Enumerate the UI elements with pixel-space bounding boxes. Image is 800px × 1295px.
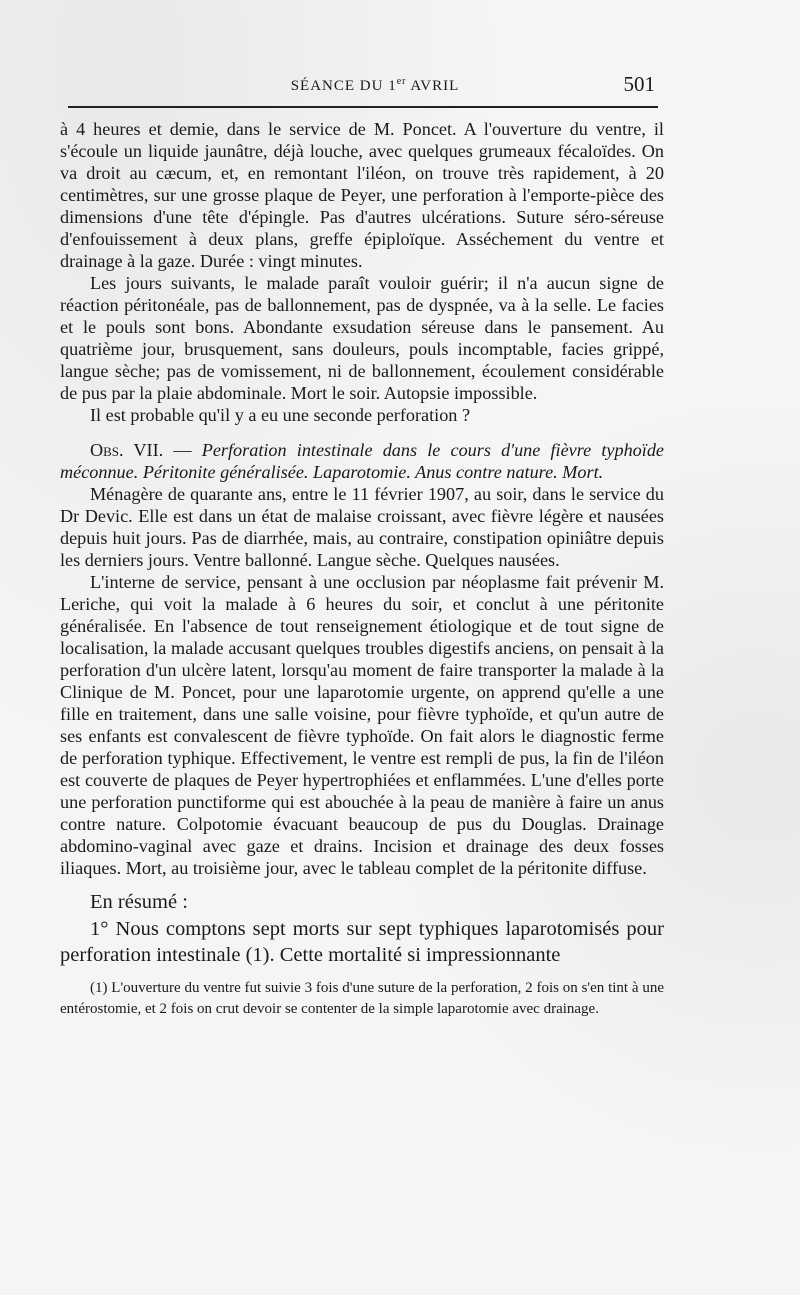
summary-text: 1° Nous comptons sept morts sur sept typhiques laparotomisés pour perforation intestinale (1). Cette mortalité si impressionnante — [60, 918, 664, 966]
observation-title: Perforation intestinale dans le cours d'une fièvre typhoïde méconnue. Péritonite généralisée. Laparotomie. Anus contre nature. Mort. — [60, 440, 664, 482]
paragraph-second-perforation: Il est probable qu'il y a eu une seconde perforation ? — [90, 405, 471, 425]
footnote — [60, 978, 664, 1020]
observation-dash: — — [163, 440, 202, 460]
paragraph-following-days: Les jours suivants, le malade paraît vouloir guérir; il n'a aucun signe de réaction péritonéale, pas de ballonnement, pas de dyspnée, va à la selle. Le facies et le pouls sont bons. Abondante exsudation séreuse dans le pansement. Au quatrième jour, brusquement, sans douleurs, pouls incomptable, facies grippé, langue sèche; pas de vomissement, ni de ballonnement, écoulement considérable de pus par la plaie abdominale. Mort le soir. Autopsie impossible. — [60, 273, 664, 403]
page-number: 501 — [623, 72, 655, 96]
summary-heading: En résumé : — [90, 891, 188, 913]
header-title-post: AVRIL — [406, 78, 460, 94]
header-title-pre: SÉANCE DU 1 — [290, 78, 397, 94]
header-title — [95, 76, 655, 95]
observation-paragraph-diagnosis: L'interne de service, pensant à une occlusion par néoplasme fait prévenir M. Leriche, qui voit la malade à 6 heures du soir, et conclut à une péritonite généralisée. En l'absence de tout renseignement étiologique et de tout signe de localisation, la malade accusant quelques troubles digestifs anciens, on pensait à la perforation d'un ulcère latent, lorsqu'au moment de faire transporter la malade à la Clinique de M. Poncet, pour une laparotomie urgente, on apprend qu'elle a une fille en traitement, dans une salle voisine, pour fièvre typhoïde, et qu'un autre de ses enfants est convalescent de fièvre typhoïde. On fait alors le diagnostic ferme de perforation typhique. Effectivement, le ventre est rempli de pus, la fin de l'iléon est couverte de plaques de Peyer hypertrophiées et enflammées. L'une d'elles porte une perforation punctiforme qui est abouchée à la peau de manière à faire un anus contre nature. Colpotomie évacuant beaucoup de pus du Douglas. Drainage abdomino-vaginal avec gaze et drains. Incision et drainage des deux fosses iliaques. Mort, au troisième jour, avec le tableau complet de la péritonite diffuse. — [60, 572, 664, 878]
observation-label: Obs. VII. — [90, 440, 164, 460]
paragraph-continuation: à 4 heures et demie, dans le service de M. Poncet. A l'ouverture du ventre, il s'écoule un liquide jaunâtre, déjà louche, avec quelques grumeaux fécaloïdes. On va droit au cæcum, et, en remontant l'iléon, on trouve très rapidement, à 20 centimètres, sur une grosse plaque de Peyer, une perforation à l'emporte-pièce des dimensions d'une tête d'épingle. Pas d'autres ulcérations. Suture séro-séreuse d'enfouissement à deux plans, greffe épiploïque. Asséchement du ventre et drainage à la gaze. Durée : vingt minutes. — [60, 119, 664, 271]
body-text — [60, 118, 664, 1020]
observation-heading — [60, 439, 664, 483]
header-rule — [68, 106, 658, 108]
header-title-sup: er — [396, 76, 407, 87]
observation-paragraph-patient: Ménagère de quarante ans, entre le 11 février 1907, au soir, dans le service du Dr Devic. Elle est dans un état de malaise croissant, avec fièvre légère et nausées depuis huit jours. Pas de diarrhée, mais, au contraire, constipation opiniâtre depuis les derniers jours. Ventre ballonné. Langue sèche. Quelques nausées. — [60, 484, 664, 570]
running-header — [95, 72, 655, 102]
footnote-text: (1) L'ouverture du ventre fut suivie 3 fois d'une suture de la perforation, 2 fois on s'en tint à une entérostomie, et 2 fois on crut devoir se contenter de la simple laparotomie avec drainage. — [60, 980, 664, 1017]
